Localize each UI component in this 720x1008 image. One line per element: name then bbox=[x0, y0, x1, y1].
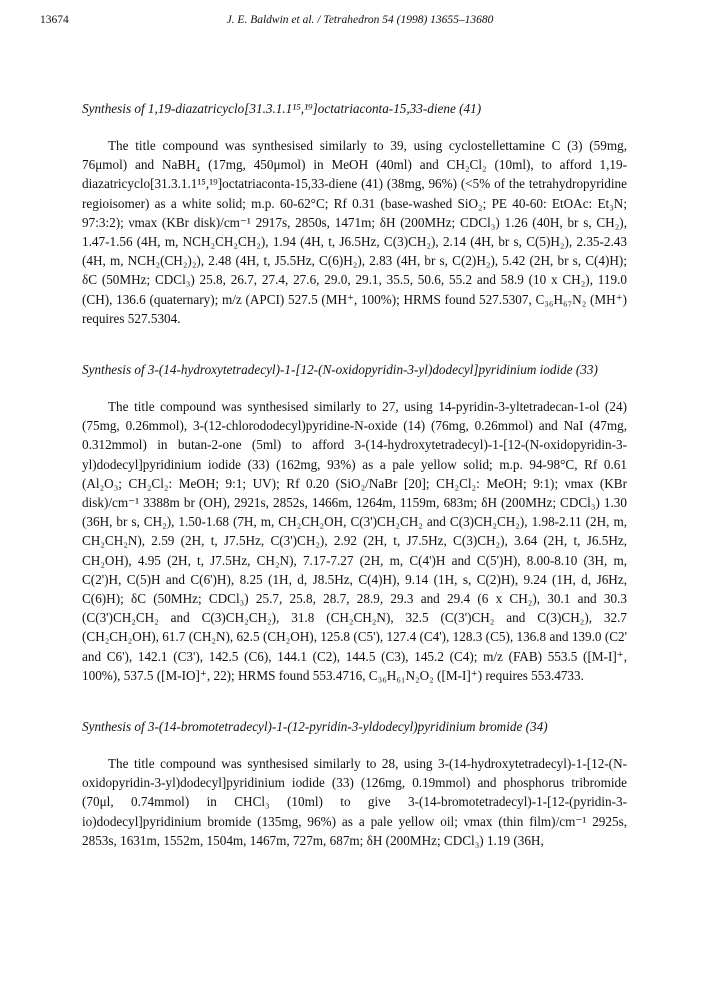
section-heading: Synthesis of 3-(14-bromotetradecyl)-1-(12-pyridin-3-yldodecyl)pyridinium bromide (34) bbox=[82, 719, 548, 735]
page-number: 13674 bbox=[40, 14, 69, 26]
running-title: J. E. Baldwin et al. / Tetrahedron 54 (1998) 13655–13680 bbox=[226, 14, 494, 26]
section-paragraph: The title compound was synthesised similarly to 27, using 14-pyridin-3-yltetradecan-1-ol (24) (75mg, 0.26mmol), 3-(12-chlorododecyl)pyridine-N-oxide (14) (76mg, 0.26mmol) and NaI (47mg, 0.312mmol) in butan-2-one (5ml) to afford 3-(14-hydroxytetradecyl)-1-[12-(N-oxidopyridin-3-yl)dodecyl]pyridinium iodide (33) (162mg, 93%) as a pale yellow solid; m.p. 94-98°C, Rf 0.61 (Al₂O₃; CH₂Cl₂: MeOH; 9:1; UV); Rf 0.20 (SiO₂/NaBr [20]; CH₂Cl₂: MeOH; 9:1); νmax (KBr disk)/cm⁻¹ 3388m br (OH), 2921s, 2852s, 1466m, 1264m, 1159m, 683m; δH (200MHz; CDCl₃) 1.30 (36H, br s, CH₂), 1.50-1.68 (7H, m, CH₂CH₂OH, C(3')CH₂CH₂ and C(3)CH₂CH₂), 1.98-2.11 (2H, m, CH₂CH₂N), 2.59 (2H, t, J7.5Hz, C(3')CH₂), 2.92 (2H, t, J7.5Hz, C(3)CH₂), 3.64 (2H, t, J6.5Hz, CH₂OH), 4.95 (2H, t, J7.5Hz, CH₂N), 7.17-7.27 (2H, m, C(4')H and C(5')H), 8.00-8.10 (3H, m, C(2')H, C(5)H and C(6')H), 8.25 (1H, d, J8.5Hz, C(4)H), 9.14 (1H, s, C(2)H), 9.24 (1H, d, J6Hz, C(6)H); δC (50MHz; CDCl₃) 25.7, 25.8, 28.7, 28.9, 29.3 and 29.4 (6 x CH₂), 30.1 and 30.3 (C(3')CH₂CH₂ and C(3)CH₂CH₂), 31.8 (CH₂CH₂N), 32.5 (C(3')CH₂ and C(3)CH₂), 32.7 (CH₂CH₂OH), 61.7 (CH₂N), 62.5 (CH₂OH), 125.8 (C5'), 127.4 (C4'), 128.3 (C5), 136.8 and 139.0 (C2' and C6'), 142.1 (C3'), 142.5 (C6), 144.1 (C2), 144.5 (C3), 145.2 (C4); m/z (FAB) 553.5 ([M-I]⁺, 100%), 537.5 ([M-IO]⁺, 22); HRMS found 553.4716, C₃₆H₆₁N₂O₂ ([M-I]⁺) requires 553.4733. bbox=[82, 399, 627, 683]
article-body bbox=[82, 100, 627, 873]
section-compound-34 bbox=[82, 718, 627, 850]
section-heading: Synthesis of 1,19-diazatricyclo[31.3.1.1¹⁵,¹⁹]octatriaconta-15,33-diene (41) bbox=[82, 101, 482, 116]
section-paragraph: The title compound was synthesised similarly to 39, using cyclostellettamine C (3) (59mg, 76μmol) and NaBH₄ (17mg, 450μmol) in MeOH (40ml) and CH₂Cl₂ (10ml), to afford 1,19-diazatricyclo[31.3.1.1¹⁵,¹⁹]octatriaconta-15,33-diene (41) (38mg, 96%) (<5% of the tetrahydropyridine regioisomer) as a white solid; m.p. 60-62°C; Rf 0.31 (base-washed SiO₂; PE 40-60: EtOAc: Et₃N; 97:3:2); νmax (KBr disk)/cm⁻¹ 2917s, 2850s, 1471m; δH (200MHz; CDCl₃) 1.26 (40H, br s, CH₂), 1.47-1.56 (4H, m, NCH₂CH₂CH₂), 1.94 (4H, t, J6.5Hz, C(3)CH₂), 2.14 (4H, br s, C(5)H₂), 2.35-2.43 (4H, m, NCH₂(CH₂)₂), 2.48 (4H, t, J5.5Hz, C(6)H₂), 2.83 (4H, br s, C(2)H₂), 5.42 (2H, br s, C(4)H); δC (50MHz; CDCl₃) 25.8, 26.7, 27.4, 27.6, 29.0, 29.1, 35.5, 50.6, 55.2 and 58.9 (10 x CH₂), 119.0 (CH), 136.6 (quaternary); m/z (APCI) 527.5 (MH⁺, 100%); HRMS found 527.5307, C₃₆H₆₇N₂ (MH⁺) requires 527.5304. bbox=[82, 138, 627, 326]
section-compound-41 bbox=[82, 100, 627, 328]
section-compound-33 bbox=[82, 361, 627, 685]
section-heading: Synthesis of 3-(14-hydroxytetradecyl)-1-[12-(N-oxidopyridin-3-yl)dodecyl]pyridinium iodide (33) bbox=[82, 362, 598, 378]
running-header bbox=[40, 14, 680, 30]
section-paragraph: The title compound was synthesised similarly to 28, using 3-(14-hydroxytetradecyl)-1-[12-(N-oxidopyridin-3-yl)dodecyl]pyridinium iodide (33) (126mg, 0.19mmol) and phosphorus tribromide (70μl, 0.74mmol) in CHCl₃ (10ml) to give 3-(14-bromotetradecyl)-1-[12-(pyridin-3-io)dodecyl]pyridinium bromide (135mg, 96%) as a pale yellow oil; νmax (thin film)/cm⁻¹ 2925s, 2853s, 1631m, 1552m, 1504m, 1467m, 727m, 687m; δH (200MHz; CDCl₃) 1.19 (36H, bbox=[82, 756, 627, 848]
